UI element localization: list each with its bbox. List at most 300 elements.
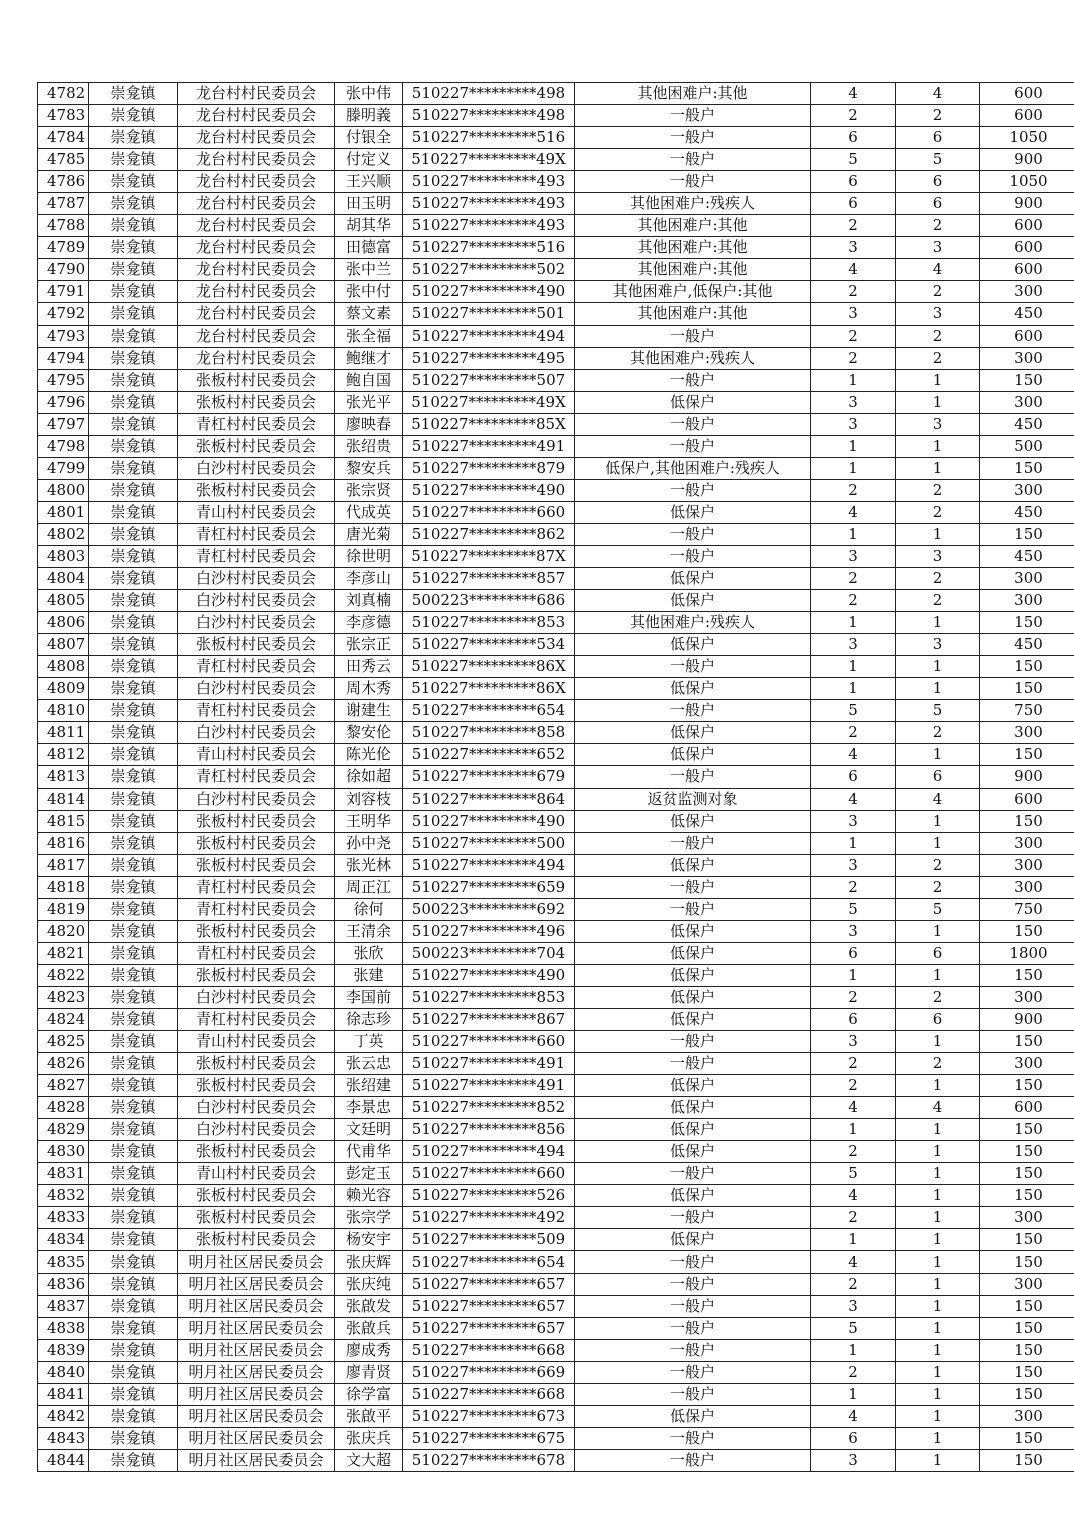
amount-cell: 300 <box>980 391 1074 413</box>
table-row <box>38 501 1074 523</box>
committee-cell: 青杠村村民委员会 <box>178 766 335 788</box>
id-number-cell: 510227*********49X <box>403 149 575 171</box>
household-size-cell: 6 <box>811 942 896 964</box>
table-row <box>38 854 1074 876</box>
row-number-cell: 4817 <box>38 854 89 876</box>
amount-cell: 300 <box>980 281 1074 303</box>
town-cell: 崇龛镇 <box>89 171 178 193</box>
row-number-cell: 4837 <box>38 1295 89 1317</box>
name-cell: 付银全 <box>335 127 403 149</box>
household-type-cell: 低保户 <box>575 854 811 876</box>
town-cell: 崇龛镇 <box>89 501 178 523</box>
amount-cell: 1050 <box>980 127 1074 149</box>
household-type-cell: 低保户 <box>575 568 811 590</box>
row-number-cell: 4788 <box>38 215 89 237</box>
committee-cell: 青山村村民委员会 <box>178 744 335 766</box>
covered-persons-cell: 1 <box>896 832 980 854</box>
name-cell: 张绍贵 <box>335 435 403 457</box>
amount-cell: 150 <box>980 1163 1074 1185</box>
household-type-cell: 其他困难户:其他 <box>575 237 811 259</box>
amount-cell: 150 <box>980 1229 1074 1251</box>
covered-persons-cell: 1 <box>896 1141 980 1163</box>
town-cell: 崇龛镇 <box>89 1251 178 1273</box>
town-cell: 崇龛镇 <box>89 1119 178 1141</box>
household-type-cell: 一般户 <box>575 435 811 457</box>
household-size-cell: 5 <box>811 1163 896 1185</box>
id-number-cell: 510227*********493 <box>403 193 575 215</box>
household-type-cell: 一般户 <box>575 479 811 501</box>
household-size-cell: 4 <box>811 744 896 766</box>
town-cell: 崇龛镇 <box>89 1273 178 1295</box>
id-number-cell: 510227*********490 <box>403 964 575 986</box>
town-cell: 崇龛镇 <box>89 1075 178 1097</box>
id-number-cell: 510227*********879 <box>403 457 575 479</box>
household-size-cell: 2 <box>811 281 896 303</box>
id-number-cell: 510227*********853 <box>403 986 575 1008</box>
household-size-cell: 2 <box>811 1053 896 1075</box>
row-number-cell: 4843 <box>38 1427 89 1449</box>
row-number-cell: 4792 <box>38 303 89 325</box>
row-number-cell: 4795 <box>38 369 89 391</box>
covered-persons-cell: 1 <box>896 678 980 700</box>
household-size-cell: 2 <box>811 347 896 369</box>
household-size-cell: 3 <box>811 1031 896 1053</box>
committee-cell: 青杠村村民委员会 <box>178 942 335 964</box>
amount-cell: 600 <box>980 788 1074 810</box>
household-size-cell: 6 <box>811 766 896 788</box>
committee-cell: 龙台村村民委员会 <box>178 303 335 325</box>
committee-cell: 白沙村村民委员会 <box>178 1119 335 1141</box>
town-cell: 崇龛镇 <box>89 964 178 986</box>
town-cell: 崇龛镇 <box>89 898 178 920</box>
town-cell: 崇龛镇 <box>89 1383 178 1405</box>
row-number-cell: 4827 <box>38 1075 89 1097</box>
covered-persons-cell: 5 <box>896 898 980 920</box>
town-cell: 崇龛镇 <box>89 744 178 766</box>
table-row <box>38 986 1074 1008</box>
committee-cell: 张板村村民委员会 <box>178 1185 335 1207</box>
covered-persons-cell: 1 <box>896 1207 980 1229</box>
name-cell: 廖映春 <box>335 413 403 435</box>
table-row <box>38 1097 1074 1119</box>
household-size-cell: 6 <box>811 193 896 215</box>
table-row <box>38 1207 1074 1229</box>
household-size-cell: 3 <box>811 920 896 942</box>
household-type-cell: 一般户 <box>575 1053 811 1075</box>
table-row <box>38 83 1074 105</box>
amount-cell: 150 <box>980 920 1074 942</box>
table-body <box>38 83 1074 1472</box>
id-number-cell: 510227*********498 <box>403 105 575 127</box>
table-row <box>38 612 1074 634</box>
covered-persons-cell: 1 <box>896 1251 980 1273</box>
town-cell: 崇龛镇 <box>89 634 178 656</box>
amount-cell: 150 <box>980 1317 1074 1339</box>
household-size-cell: 2 <box>811 215 896 237</box>
covered-persons-cell: 1 <box>896 1339 980 1361</box>
household-size-cell: 4 <box>811 259 896 281</box>
town-cell: 崇龛镇 <box>89 1141 178 1163</box>
household-type-cell: 一般户 <box>575 545 811 567</box>
amount-cell: 150 <box>980 1119 1074 1141</box>
table-row <box>38 678 1074 700</box>
amount-cell: 300 <box>980 722 1074 744</box>
table-row <box>38 193 1074 215</box>
household-size-cell: 1 <box>811 656 896 678</box>
id-number-cell: 500223*********692 <box>403 898 575 920</box>
id-number-cell: 510227*********660 <box>403 1031 575 1053</box>
amount-cell: 150 <box>980 1251 1074 1273</box>
town-cell: 崇龛镇 <box>89 1053 178 1075</box>
id-number-cell: 510227*********502 <box>403 259 575 281</box>
committee-cell: 龙台村村民委员会 <box>178 105 335 127</box>
name-cell: 刘容枝 <box>335 788 403 810</box>
name-cell: 赖光容 <box>335 1185 403 1207</box>
amount-cell: 500 <box>980 435 1074 457</box>
name-cell: 张全福 <box>335 325 403 347</box>
name-cell: 文廷明 <box>335 1119 403 1141</box>
town-cell: 崇龛镇 <box>89 193 178 215</box>
name-cell: 李国前 <box>335 986 403 1008</box>
household-type-cell: 一般户 <box>575 127 811 149</box>
town-cell: 崇龛镇 <box>89 766 178 788</box>
covered-persons-cell: 2 <box>896 281 980 303</box>
household-size-cell: 4 <box>811 501 896 523</box>
id-number-cell: 510227*********852 <box>403 1097 575 1119</box>
covered-persons-cell: 2 <box>896 325 980 347</box>
household-type-cell: 一般户 <box>575 149 811 171</box>
row-number-cell: 4806 <box>38 612 89 634</box>
row-number-cell: 4801 <box>38 501 89 523</box>
committee-cell: 龙台村村民委员会 <box>178 325 335 347</box>
amount-cell: 600 <box>980 83 1074 105</box>
name-cell: 张宗正 <box>335 634 403 656</box>
name-cell: 张光林 <box>335 854 403 876</box>
name-cell: 黎安伦 <box>335 722 403 744</box>
row-number-cell: 4813 <box>38 766 89 788</box>
table-row <box>38 744 1074 766</box>
town-cell: 崇龛镇 <box>89 678 178 700</box>
household-size-cell: 1 <box>811 964 896 986</box>
household-size-cell: 3 <box>811 391 896 413</box>
household-size-cell: 5 <box>811 1317 896 1339</box>
table-row <box>38 634 1074 656</box>
row-number-cell: 4802 <box>38 523 89 545</box>
household-size-cell: 1 <box>811 1383 896 1405</box>
amount-cell: 150 <box>980 1361 1074 1383</box>
household-type-cell: 一般户 <box>575 105 811 127</box>
name-cell: 代成英 <box>335 501 403 523</box>
committee-cell: 龙台村村民委员会 <box>178 83 335 105</box>
household-type-cell: 低保户 <box>575 920 811 942</box>
household-size-cell: 3 <box>811 413 896 435</box>
name-cell: 徐世明 <box>335 545 403 567</box>
table-row <box>38 325 1074 347</box>
name-cell: 鲍自国 <box>335 369 403 391</box>
covered-persons-cell: 1 <box>896 612 980 634</box>
row-number-cell: 4812 <box>38 744 89 766</box>
household-size-cell: 4 <box>811 788 896 810</box>
name-cell: 廖青贤 <box>335 1361 403 1383</box>
amount-cell: 150 <box>980 964 1074 986</box>
covered-persons-cell: 1 <box>896 810 980 832</box>
town-cell: 崇龛镇 <box>89 545 178 567</box>
covered-persons-cell: 2 <box>896 568 980 590</box>
household-type-cell: 低保户 <box>575 1405 811 1427</box>
amount-cell: 150 <box>980 1141 1074 1163</box>
household-type-cell: 一般户 <box>575 700 811 722</box>
name-cell: 张啟兵 <box>335 1317 403 1339</box>
name-cell: 付定义 <box>335 149 403 171</box>
town-cell: 崇龛镇 <box>89 1185 178 1207</box>
household-type-cell: 低保户 <box>575 1097 811 1119</box>
id-number-cell: 510227*********494 <box>403 1141 575 1163</box>
town-cell: 崇龛镇 <box>89 788 178 810</box>
town-cell: 崇龛镇 <box>89 1295 178 1317</box>
amount-cell: 600 <box>980 215 1074 237</box>
table-row <box>38 1185 1074 1207</box>
amount-cell: 600 <box>980 237 1074 259</box>
household-table <box>37 82 1074 1472</box>
amount-cell: 600 <box>980 105 1074 127</box>
table-row <box>38 964 1074 986</box>
committee-cell: 白沙村村民委员会 <box>178 788 335 810</box>
household-size-cell: 1 <box>811 369 896 391</box>
row-number-cell: 4829 <box>38 1119 89 1141</box>
covered-persons-cell: 4 <box>896 1097 980 1119</box>
id-number-cell: 510227*********668 <box>403 1383 575 1405</box>
amount-cell: 150 <box>980 1449 1074 1471</box>
amount-cell: 150 <box>980 1185 1074 1207</box>
household-type-cell: 其他困难户:其他 <box>575 259 811 281</box>
table-row <box>38 479 1074 501</box>
table-row <box>38 127 1074 149</box>
household-type-cell: 低保户 <box>575 678 811 700</box>
amount-cell: 150 <box>980 678 1074 700</box>
town-cell: 崇龛镇 <box>89 700 178 722</box>
id-number-cell: 510227*********87X <box>403 545 575 567</box>
town-cell: 崇龛镇 <box>89 568 178 590</box>
household-size-cell: 3 <box>811 810 896 832</box>
row-number-cell: 4807 <box>38 634 89 656</box>
committee-cell: 龙台村村民委员会 <box>178 259 335 281</box>
household-type-cell: 低保户 <box>575 1075 811 1097</box>
committee-cell: 白沙村村民委员会 <box>178 457 335 479</box>
name-cell: 王明华 <box>335 810 403 832</box>
household-type-cell: 低保户,其他困难户:残疾人 <box>575 457 811 479</box>
id-number-cell: 510227*********490 <box>403 479 575 501</box>
household-type-cell: 一般户 <box>575 171 811 193</box>
covered-persons-cell: 6 <box>896 942 980 964</box>
town-cell: 崇龛镇 <box>89 722 178 744</box>
town-cell: 崇龛镇 <box>89 435 178 457</box>
covered-persons-cell: 1 <box>896 1075 980 1097</box>
name-cell: 黎安兵 <box>335 457 403 479</box>
table-row <box>38 1141 1074 1163</box>
row-number-cell: 4786 <box>38 171 89 193</box>
table-row <box>38 1008 1074 1030</box>
name-cell: 张庆辉 <box>335 1251 403 1273</box>
covered-persons-cell: 3 <box>896 303 980 325</box>
table-row <box>38 1383 1074 1405</box>
table-row <box>38 347 1074 369</box>
name-cell: 徐学富 <box>335 1383 403 1405</box>
table-row <box>38 149 1074 171</box>
name-cell: 周木秀 <box>335 678 403 700</box>
amount-cell: 750 <box>980 898 1074 920</box>
table-row <box>38 413 1074 435</box>
table-row <box>38 766 1074 788</box>
household-size-cell: 5 <box>811 700 896 722</box>
covered-persons-cell: 6 <box>896 171 980 193</box>
row-number-cell: 4805 <box>38 590 89 612</box>
name-cell: 张啟发 <box>335 1295 403 1317</box>
table-row <box>38 876 1074 898</box>
id-number-cell: 510227*********494 <box>403 854 575 876</box>
town-cell: 崇龛镇 <box>89 1163 178 1185</box>
town-cell: 崇龛镇 <box>89 1008 178 1030</box>
table-row <box>38 920 1074 942</box>
id-number-cell: 500223*********686 <box>403 590 575 612</box>
covered-persons-cell: 2 <box>896 854 980 876</box>
id-number-cell: 510227*********862 <box>403 523 575 545</box>
household-type-cell: 一般户 <box>575 1273 811 1295</box>
row-number-cell: 4821 <box>38 942 89 964</box>
amount-cell: 600 <box>980 325 1074 347</box>
name-cell: 蔡文素 <box>335 303 403 325</box>
household-type-cell: 其他困难户:残疾人 <box>575 347 811 369</box>
town-cell: 崇龛镇 <box>89 1317 178 1339</box>
id-number-cell: 510227*********496 <box>403 920 575 942</box>
household-type-cell: 一般户 <box>575 369 811 391</box>
household-size-cell: 3 <box>811 545 896 567</box>
committee-cell: 白沙村村民委员会 <box>178 590 335 612</box>
committee-cell: 白沙村村民委员会 <box>178 678 335 700</box>
covered-persons-cell: 6 <box>896 766 980 788</box>
table-row <box>38 369 1074 391</box>
household-type-cell: 返贫监测对象 <box>575 788 811 810</box>
row-number-cell: 4803 <box>38 545 89 567</box>
row-number-cell: 4836 <box>38 1273 89 1295</box>
household-type-cell: 一般户 <box>575 1295 811 1317</box>
id-number-cell: 510227*********509 <box>403 1229 575 1251</box>
covered-persons-cell: 1 <box>896 1449 980 1471</box>
table-row <box>38 391 1074 413</box>
amount-cell: 150 <box>980 612 1074 634</box>
id-number-cell: 500223*********704 <box>403 942 575 964</box>
row-number-cell: 4840 <box>38 1361 89 1383</box>
amount-cell: 300 <box>980 1273 1074 1295</box>
name-cell: 田德富 <box>335 237 403 259</box>
name-cell: 田秀云 <box>335 656 403 678</box>
household-type-cell: 低保户 <box>575 1185 811 1207</box>
covered-persons-cell: 1 <box>896 1031 980 1053</box>
town-cell: 崇龛镇 <box>89 656 178 678</box>
amount-cell: 900 <box>980 149 1074 171</box>
household-size-cell: 2 <box>811 986 896 1008</box>
table-row <box>38 105 1074 127</box>
town-cell: 崇龛镇 <box>89 105 178 127</box>
household-size-cell: 5 <box>811 898 896 920</box>
household-size-cell: 2 <box>811 876 896 898</box>
table-row <box>38 1119 1074 1141</box>
town-cell: 崇龛镇 <box>89 1031 178 1053</box>
id-number-cell: 510227*********500 <box>403 832 575 854</box>
household-size-cell: 1 <box>811 832 896 854</box>
committee-cell: 张板村村民委员会 <box>178 1207 335 1229</box>
household-size-cell: 2 <box>811 590 896 612</box>
amount-cell: 300 <box>980 347 1074 369</box>
committee-cell: 张板村村民委员会 <box>178 391 335 413</box>
row-number-cell: 4794 <box>38 347 89 369</box>
amount-cell: 150 <box>980 656 1074 678</box>
town-cell: 崇龛镇 <box>89 523 178 545</box>
table-row <box>38 898 1074 920</box>
table-row <box>38 656 1074 678</box>
household-size-cell: 1 <box>811 678 896 700</box>
amount-cell: 300 <box>980 876 1074 898</box>
household-type-cell: 低保户 <box>575 986 811 1008</box>
household-type-cell: 一般户 <box>575 1427 811 1449</box>
id-number-cell: 510227*********673 <box>403 1405 575 1427</box>
name-cell: 徐志珍 <box>335 1008 403 1030</box>
table-row <box>38 1449 1074 1471</box>
committee-cell: 明月社区居民委员会 <box>178 1317 335 1339</box>
row-number-cell: 4826 <box>38 1053 89 1075</box>
id-number-cell: 510227*********678 <box>403 1449 575 1471</box>
town-cell: 崇龛镇 <box>89 942 178 964</box>
row-number-cell: 4831 <box>38 1163 89 1185</box>
row-number-cell: 4809 <box>38 678 89 700</box>
table-row <box>38 545 1074 567</box>
household-size-cell: 1 <box>811 523 896 545</box>
id-number-cell: 510227*********492 <box>403 1207 575 1229</box>
town-cell: 崇龛镇 <box>89 1361 178 1383</box>
household-type-cell: 一般户 <box>575 876 811 898</box>
household-size-cell: 6 <box>811 171 896 193</box>
table-row <box>38 590 1074 612</box>
covered-persons-cell: 1 <box>896 1119 980 1141</box>
amount-cell: 900 <box>980 1008 1074 1030</box>
covered-persons-cell: 1 <box>896 920 980 942</box>
table-row <box>38 215 1074 237</box>
covered-persons-cell: 6 <box>896 127 980 149</box>
household-type-cell: 一般户 <box>575 832 811 854</box>
committee-cell: 白沙村村民委员会 <box>178 722 335 744</box>
household-type-cell: 低保户 <box>575 722 811 744</box>
id-number-cell: 510227*********659 <box>403 876 575 898</box>
covered-persons-cell: 4 <box>896 788 980 810</box>
row-number-cell: 4828 <box>38 1097 89 1119</box>
household-type-cell: 一般户 <box>575 523 811 545</box>
row-number-cell: 4835 <box>38 1251 89 1273</box>
town-cell: 崇龛镇 <box>89 1229 178 1251</box>
committee-cell: 白沙村村民委员会 <box>178 986 335 1008</box>
committee-cell: 张板村村民委员会 <box>178 435 335 457</box>
table-row <box>38 1273 1074 1295</box>
household-type-cell: 一般户 <box>575 1449 811 1471</box>
household-size-cell: 3 <box>811 237 896 259</box>
table-row <box>38 1053 1074 1075</box>
row-number-cell: 4839 <box>38 1339 89 1361</box>
town-cell: 崇龛镇 <box>89 259 178 281</box>
name-cell: 王兴顺 <box>335 171 403 193</box>
town-cell: 崇龛镇 <box>89 810 178 832</box>
committee-cell: 张板村村民委员会 <box>178 479 335 501</box>
name-cell: 张欣 <box>335 942 403 964</box>
committee-cell: 明月社区居民委员会 <box>178 1449 335 1471</box>
household-type-cell: 一般户 <box>575 1163 811 1185</box>
